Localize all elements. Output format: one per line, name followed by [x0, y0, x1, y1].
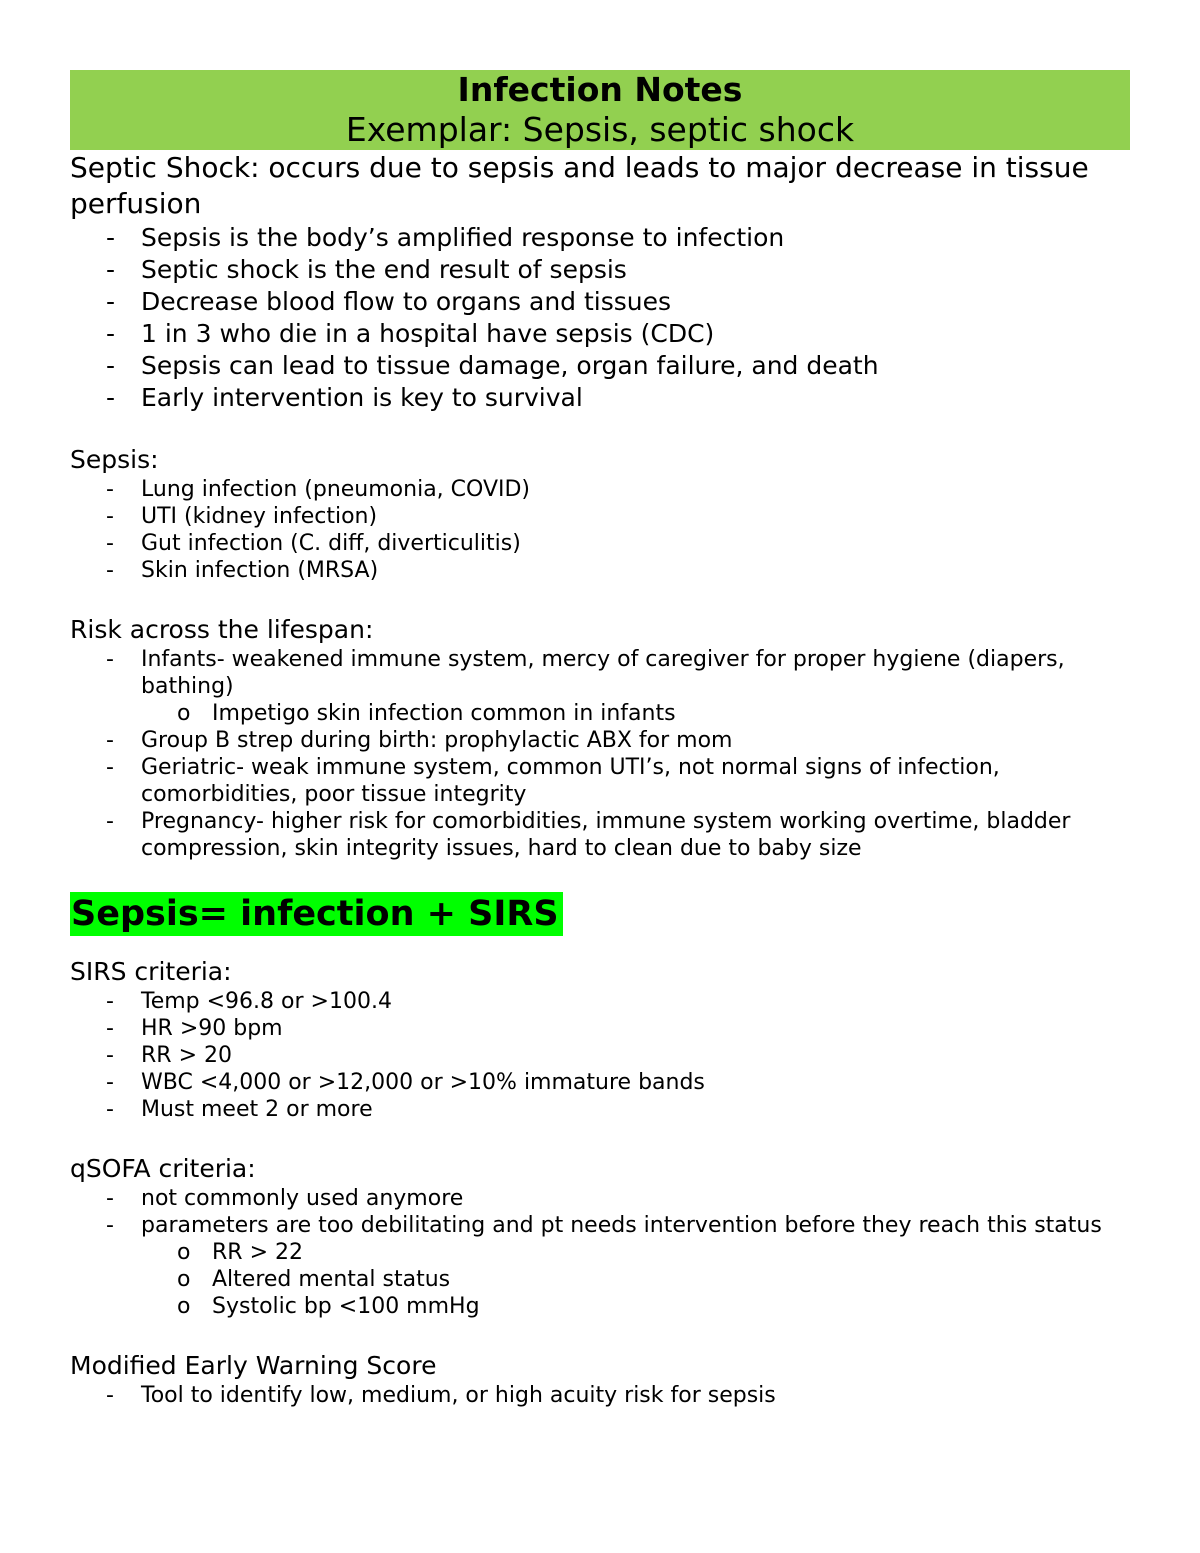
list-item: [70, 646, 1130, 727]
list-item: - Pregnancy- higher risk for comorbidities, immune system working overtime, bladder compression, skin integrity issues, hard to clean due to baby size: [70, 808, 1130, 862]
list-item: - Early intervention is key to survival: [70, 382, 1130, 414]
septic-shock-list: [70, 222, 1130, 414]
list-item: - Skin infection (MRSA): [70, 557, 1130, 584]
document-page: [70, 70, 1130, 1409]
title-banner: [70, 70, 1130, 150]
sepsis-heading: Sepsis:: [70, 445, 159, 474]
list-item: - UTI (kidney infection): [70, 503, 1130, 530]
qsofa-list: [70, 1185, 1130, 1320]
sub-list-item: o Impetigo skin infection common in infants: [141, 700, 1130, 727]
sirs-heading: SIRS criteria:: [70, 957, 232, 986]
document-title: Infection Notes: [457, 70, 743, 109]
mews-list: [70, 1382, 1130, 1409]
qsofa-heading: qSOFA criteria:: [70, 1154, 256, 1183]
sub-list-item: o Altered mental status: [141, 1266, 1130, 1293]
list-item: - Must meet 2 or more: [70, 1096, 1130, 1123]
list-item: - Lung infection (pneumonia, COVID): [70, 476, 1130, 503]
list-item: - Tool to identify low, medium, or high acuity risk for sepsis: [70, 1382, 1130, 1409]
mews-heading: Modified Early Warning Score: [70, 1351, 437, 1380]
sepsis-equation-wrapper: [70, 892, 1130, 936]
list-item: - Temp <96.8 or >100.4: [70, 988, 1130, 1015]
list-item: - not commonly used anymore: [70, 1185, 1130, 1212]
septic-shock-intro: Septic Shock: occurs due to sepsis and leads to major decrease in tissue perfusion: [70, 151, 1089, 220]
list-item-text: Infants- weakened immune system, mercy of caregiver for proper hygiene (diapers, bathing): [141, 647, 1065, 699]
list-item: - HR >90 bpm: [70, 1015, 1130, 1042]
sepsis-list: [70, 476, 1130, 584]
sub-list: [141, 1239, 1130, 1320]
risk-list: [70, 646, 1130, 862]
list-item: - Group B strep during birth: prophylactic ABX for mom: [70, 727, 1130, 754]
list-item: - RR > 20: [70, 1042, 1130, 1069]
sirs-list: [70, 988, 1130, 1123]
list-item: - Sepsis can lead to tissue damage, organ failure, and death: [70, 350, 1130, 382]
list-item: - Decrease blood flow to organs and tissues: [70, 286, 1130, 318]
list-item: - Geriatric- weak immune system, common UTI’s, not normal signs of infection, comorbidities, poor tissue integrity: [70, 754, 1130, 808]
list-item: - WBC <4,000 or >12,000 or >10% immature bands: [70, 1069, 1130, 1096]
list-item: [70, 1212, 1130, 1320]
sub-list-item: o Systolic bp <100 mmHg: [141, 1293, 1130, 1320]
document-subtitle: Exemplar: Sepsis, septic shock: [345, 110, 855, 149]
list-item: - Septic shock is the end result of sepsis: [70, 254, 1130, 286]
sub-list: [141, 700, 1130, 727]
risk-heading: Risk across the lifespan:: [70, 615, 374, 644]
list-item: - Sepsis is the body’s amplified response to infection: [70, 222, 1130, 254]
list-item: - 1 in 3 who die in a hospital have sepsis (CDC): [70, 318, 1130, 350]
sepsis-equation: Sepsis= infection + SIRS: [70, 892, 563, 936]
list-item: - Gut infection (C. diff, diverticulitis): [70, 530, 1130, 557]
sub-list-item: o RR > 22: [141, 1239, 1130, 1266]
list-item-text: parameters are too debilitating and pt needs intervention before they reach this status: [141, 1213, 1102, 1238]
